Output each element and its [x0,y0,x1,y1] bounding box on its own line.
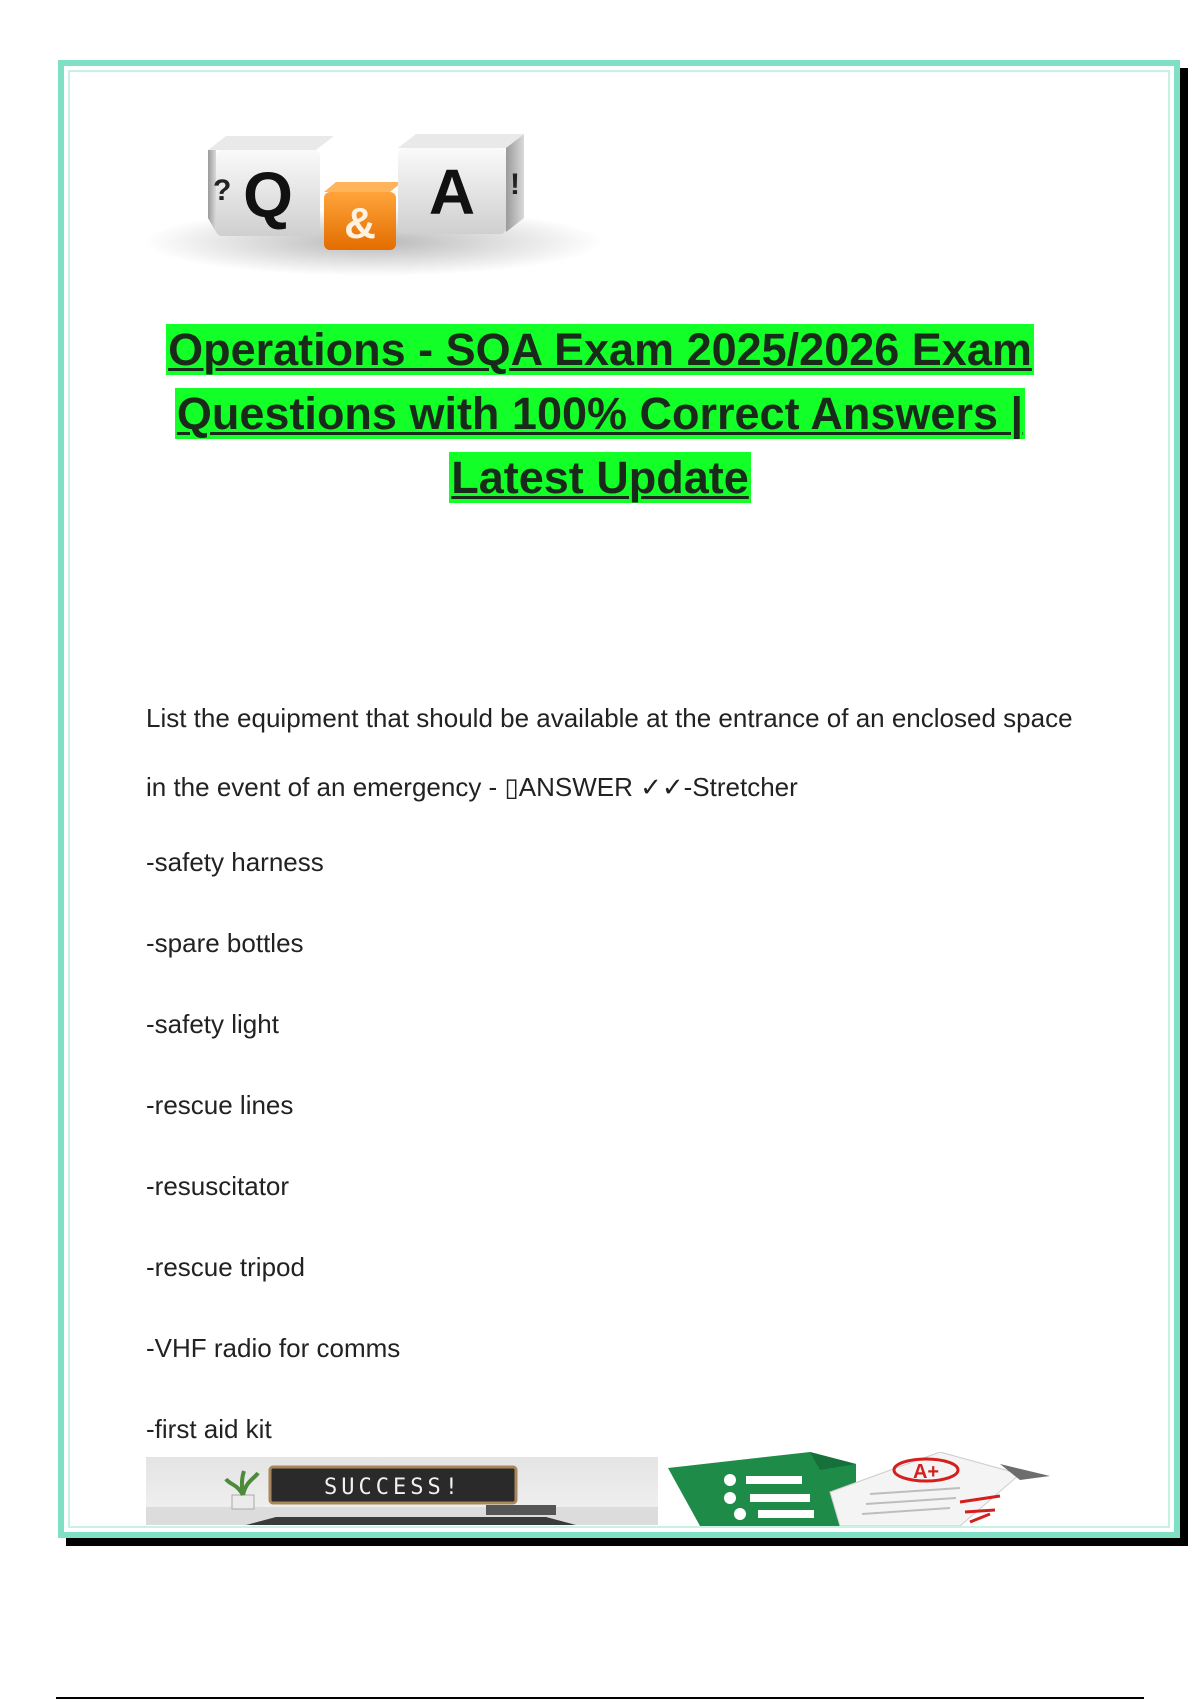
success-desk-icon [146,1457,658,1525]
logo-ampersand: & [344,199,376,248]
exclamation-glyph: ! [510,168,520,201]
answer-item: -spare bottles [146,928,304,958]
graded-paper-icon [660,1452,1060,1526]
qa-dice-icon [146,90,600,290]
document-title [120,318,1080,510]
answer-item: -first aid kit [146,1414,272,1444]
answer-list [146,838,400,1486]
answer-item: -resuscitator [146,1171,290,1201]
title-line-1: Operations - SQA Exam 2025/2026 Exam [168,324,1032,375]
answer-item: -rescue tripod [146,1252,305,1282]
answer-item: -VHF radio for comms [146,1333,401,1363]
question-text: List the equipment that should be available at the entrance of an enclosed space in the event of an emergency - ▯ANSWER ✓✓-Stretcher [146,703,1073,802]
title-line-3: Latest Update [451,452,749,503]
answer-item: -safety harness [146,847,324,877]
success-sign-text: SUCCESS! [324,1475,462,1500]
answer-item: -rescue lines [146,1090,294,1120]
logo-letter-q: Q [243,159,293,231]
answer-item: -safety light [146,1009,279,1039]
logo-letter-a: A [428,156,476,228]
question-mark-glyph: ? [213,174,232,207]
title-line-2: Questions with 100% Correct Answers | [176,388,1024,439]
footer-rule [56,1697,1144,1699]
grade-label: A+ [912,1461,940,1483]
